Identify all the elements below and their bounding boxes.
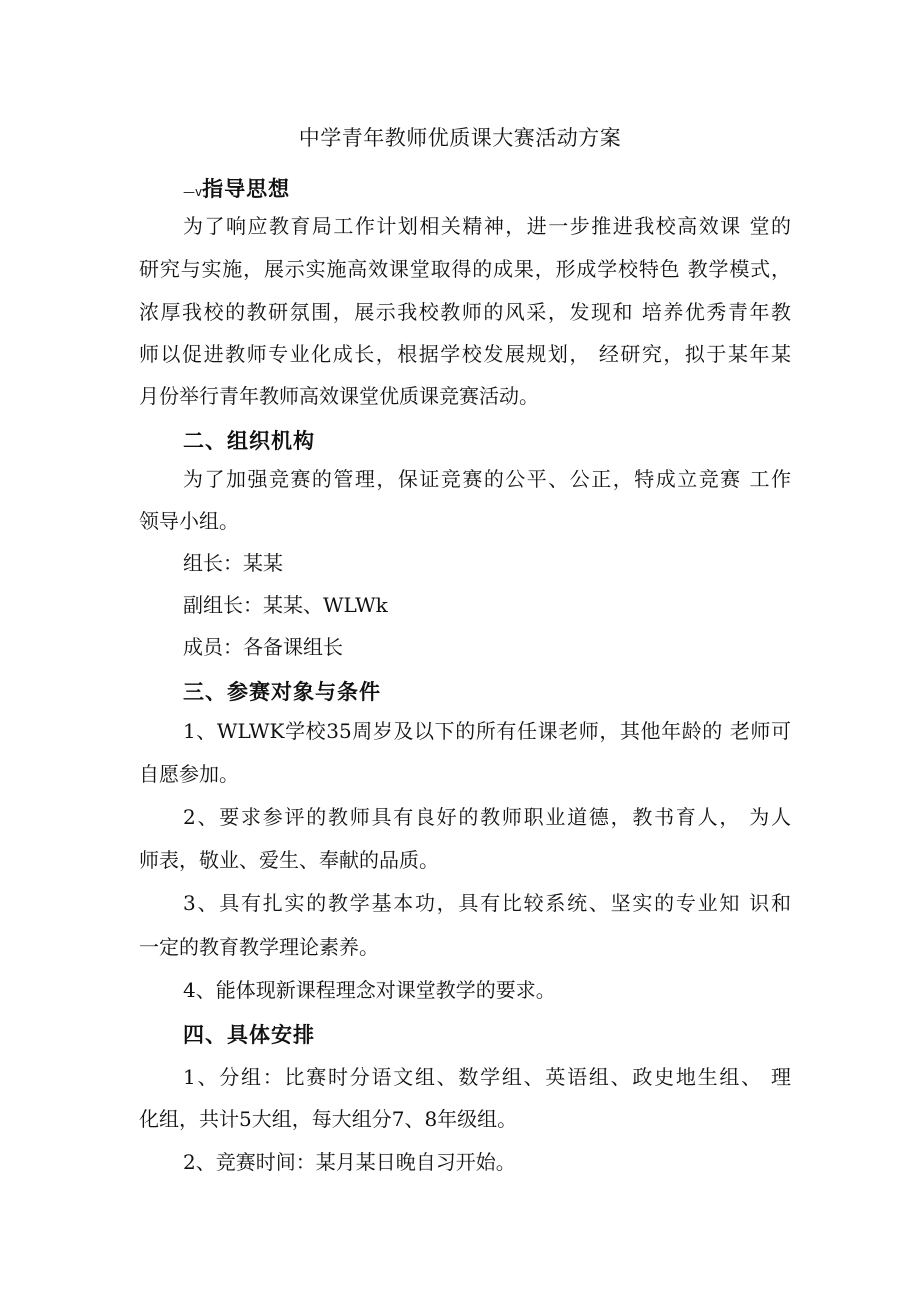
list-item-line: 4、能体现新课程理念对课堂教学的要求。: [183, 978, 556, 1002]
paragraph-line: 为了响应教育局工作计划相关精神，进一步推进我校高效课 堂的: [183, 214, 791, 238]
paragraph-line: 月份举行青年教师高效课堂优质课竞赛活动。: [139, 384, 539, 408]
section-heading-guiding-ideology: [183, 173, 290, 203]
deputy-leader-line: 副组长：某某、WLWk: [183, 593, 388, 617]
list-item-line: 3、具有扎实的教学基本功，具有比较系统、坚实的专业知 识和: [183, 891, 791, 915]
list-item-line: 化组，共计5大组，每大组分7、8年级组。: [139, 1107, 518, 1131]
group-leader-line: 组长：某某: [183, 551, 283, 575]
list-item-line: 师表，敬业、爱生、奉献的品质。: [139, 848, 439, 872]
members-line: 成员：各备课组长: [183, 635, 343, 659]
list-item-line: 2、要求参评的教师具有良好的教师职业道德，教书育人， 为人: [183, 805, 791, 829]
list-item-line: 1、分组：比赛时分语文组、数学组、英语组、政史地生组、 理: [183, 1065, 791, 1089]
document-title: 中学青年教师优质课大赛活动方案: [298, 126, 622, 150]
section-heading-organization: 二、组织机构: [183, 429, 315, 453]
list-item-line: 2、竞赛时间：某月某日晚自习开始。: [183, 1150, 516, 1174]
paragraph-line: 研究与实施，展示实施高效课堂取得的成果，形成学校特色 教学模式，: [139, 257, 791, 281]
paragraph-line: 浓厚我校的教研氛围，展示我校教师的风采，发现和 培养优秀青年教: [139, 300, 791, 324]
list-item-line: 一定的教育教学理论素养。: [139, 935, 379, 959]
section-heading-arrangement: 四、具体安排: [183, 1023, 315, 1047]
list-item-line: 1、WLWK学校35周岁及以下的所有任课老师，其他年龄的 老师可: [183, 719, 791, 743]
section-heading-text: 指导思想: [202, 177, 291, 201]
paragraph-line: 师以促进教师专业化成长，根据学校发展规划， 经研究，拟于某年某: [139, 342, 791, 366]
section-heading-participants: 三、参赛对象与条件: [183, 680, 381, 704]
section-number-prefix: —v: [183, 185, 203, 199]
list-item-line: 自愿参加。: [139, 762, 239, 786]
paragraph-line: 领导小组。: [139, 509, 239, 533]
paragraph-line: 为了加强竞赛的管理，保证竞赛的公平、公正，特成立竞赛 工作: [183, 467, 791, 491]
